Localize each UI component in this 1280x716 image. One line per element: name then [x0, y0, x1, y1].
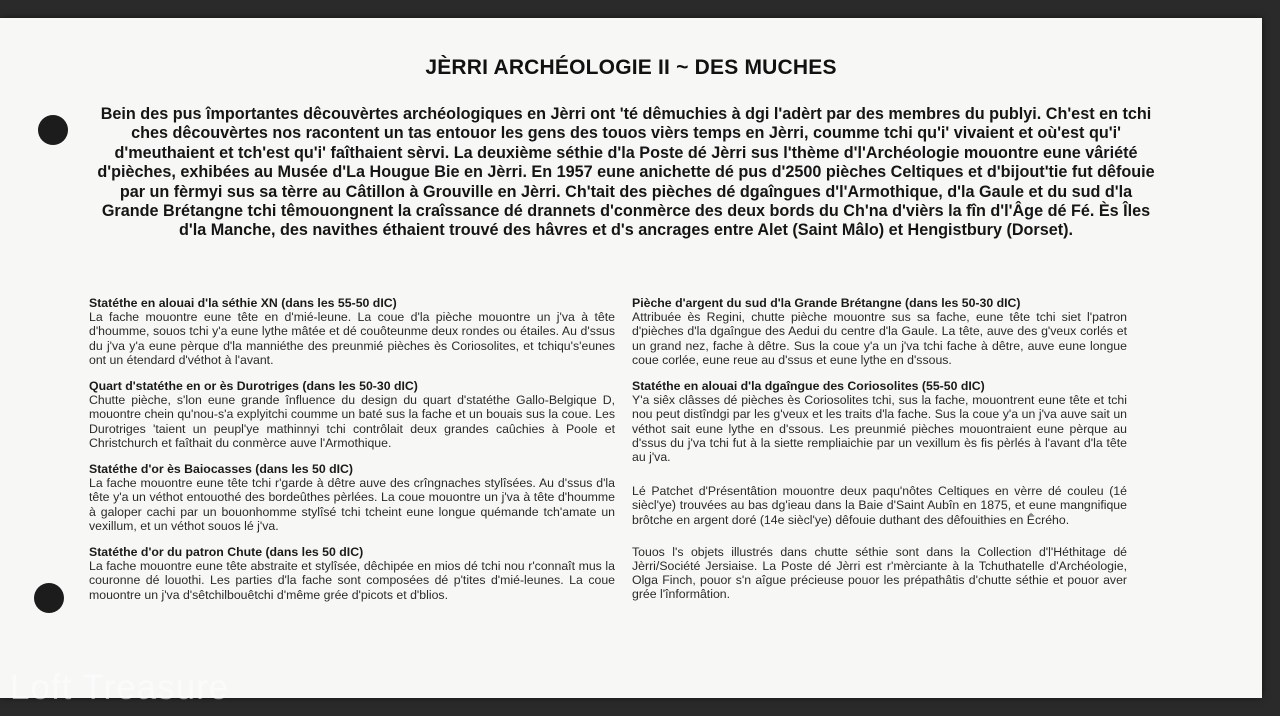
watermark-text: Loft Treasure — [10, 668, 230, 707]
coin-section — [89, 379, 615, 450]
section-body: Chutte pièche, s'lon eune grande înfluence du design du quart d'statéthe Gallo-Belgique D, mouontre chein qu'nou-s'a explyitchi coumme un baté sus la fache et un bouais sus la coue. Les Durotriges 'taient un peupl'ye mathinnyi tchi contrôlait deux grandes caûchies à Poole et Christchurch et faîthait du conmèrce auve l'Armothique. — [89, 393, 615, 450]
section-heading: Statéthe d'or ès Baiocasses (dans les 50 dIC) — [89, 462, 353, 477]
left-column — [89, 296, 615, 614]
punch-hole-bottom — [34, 583, 64, 613]
coin-section — [89, 462, 615, 533]
section-heading: Statéthe d'or du patron Chute (dans les 50 dIC) — [89, 545, 364, 560]
presentation-card — [0, 18, 1262, 698]
section-body: Touos l's objets illustrés dans chutte séthie sont dans la Collection d'l'Héthitage dé Jèrri/Société Jersiaise. La Poste dé Jèrri est r'mèrciante à la Tchuthatelle d'Archéologie, Olga Finch, pouor s'n aîgue précieuse pouor les prépathâtis d'chutte séthie et pouor aver grée l'înformâtion. — [632, 544, 1127, 602]
section-body: La fache mouontre eune tête tchi r'garde à dêtre auve des crîngnaches stylîsées. Au d'ssus d'la tête y'a un véthot entouothé des bordeûthes pèrlées. La coue mouontre un j'va à tête d'houmme à galoper cachi par un bouonhomme stylîsé tchi tcheint eune longue quémande tch'amate un vexillum, et un véthot souos lé j'va. — [89, 476, 615, 533]
coin-section — [89, 545, 615, 602]
section-body: Attribuée ès Regini, chutte pièche mouontre sus sa fache, eune tête tchi siet l'patron d'pièches d'la dgaîngue des Aedui du centre d'la Gaule. La tête, auve des g'veux corlés et un grand nez, fache à dêtre. Sus la coue y'a un j'va tchi fache à dêtre, auve eune longue coue corlée, eune reue au d'ssus et eune lythe en d'ssous. — [632, 310, 1127, 367]
section-heading: Pièche d'argent du sud d'la Grande Brétangne (dans les 50-30 dIC) — [632, 296, 1021, 310]
section-body: La fache mouontre eune tête en d'mié-leune. La coue d'la pièche mouontre un j'va à tête d'houmme, souos tchi y'a eune lythe mâtée et dé couôteunme deux rondes ou étailes. Au d'ssus du j'va y'a eune pèrque d'la manniéthe des preunmié pièches ès Coriosolites, et tchiqu's'eunes ont un étendard d'véthot à l'avant. — [89, 310, 615, 367]
section-body: Lé Patchet d'Présentâtion mouontre deux paqu'nôtes Celtiques en vèrre dé couleu (1é siècl'ye) trouvées au bas dg'ieau dans la Baie d'Saint Aubîn en 1875, et eune mangnifique brôtche en argent doré (14e siècl'ye) dêfouie duthant des dêfouithies en Êcrého. — [632, 484, 1127, 527]
page-title: JÈRRI ARCHÉOLOGIE II ~ DES MUCHES — [425, 56, 837, 79]
coin-section — [89, 296, 615, 367]
section-body: La fache mouontre eune tête abstraite et stylîsée, dêchipée en mios dé tchi nou r'connaît mus la couronne dé louothi. Les parties d'la fache sont composées dé p'tites d'mié-leunes. La coue mouontre un j'va d'sêtchilbouêtchi d'même grée d'picots et d'blios. — [89, 559, 615, 602]
punch-hole-top — [38, 115, 68, 145]
coin-section — [632, 296, 1127, 367]
intro-paragraph: Bein des pus împortantes dêcouvèrtes archéologiques en Jèrri ont 'té dêmuchies à dgi l'adèrt par des membres du publyi. Ch'est en tchi ches dêcouvèrtes nos racontent un tas entouor les gens des touos vièrs temps en Jèrri, coumme tchi qu'i' vivaient et où'est qu'i' d'meuthaient et tch'est qu'i' faîthaient sèrvi. La deuxième séthie d'la Poste dé Jèrri sus l'thème d'l'Archéologie mouontre eune vâriété d'pièches, exhibées au Musée d'La Hougue Bie en Jèrri. En 1957 eune anichette dé pus d'2500 pièches Celtiques et d'bijout'tie fut dêfouie par un fèrmyi sus sa tèrre au Câtillon à Grouville en Jèrri. Ch'tait des pièches dé dgaîngues d'l'Armothique, d'la Gaule et du sud d'la Grande Brétangne tchi têmouongnent la craîssance dé drannets d'conmèrce des deux bords du Ch'na d'vièrs la fîn d'l'Âge dé Fé. Ès Îles d'la Manche, des navithes éthaient trouvé des hâvres et d's ancrages entre Alet (Saint Mâlo) et Hengistbury (Dorset). — [97, 105, 1155, 240]
acknowledgements — [632, 545, 1127, 602]
section-heading: Statéthe en alouai d'la dgaîngue des Coriosolites (55-50 dIC) — [632, 379, 985, 394]
section-body: Y'a siêx clâsses dé pièches ès Coriosolites tchi, sus la fache, mouontrent eune tête et tchi nou peut distîndgi par les g'veux et les traits d'la fache. Sus la coue y'a un j'va auve sait un véthot sait eune lythe en d'ssous. Les preunmié pièches mouontraient eune pèrque au d'ssus du j'va tchi fut à la siette rempliaichie par un vexillum ès fis pèrlés à l'avant d'la tête au j'va. — [632, 393, 1127, 465]
right-column — [632, 296, 1127, 614]
coin-section — [632, 379, 1127, 464]
section-heading: Statéthe en alouai d'la séthie XN (dans les 55-50 dIC) — [89, 296, 397, 310]
pack-description — [632, 484, 1127, 527]
section-heading: Quart d'statéthe en or ès Durotriges (dans les 50-30 dIC) — [89, 379, 418, 394]
